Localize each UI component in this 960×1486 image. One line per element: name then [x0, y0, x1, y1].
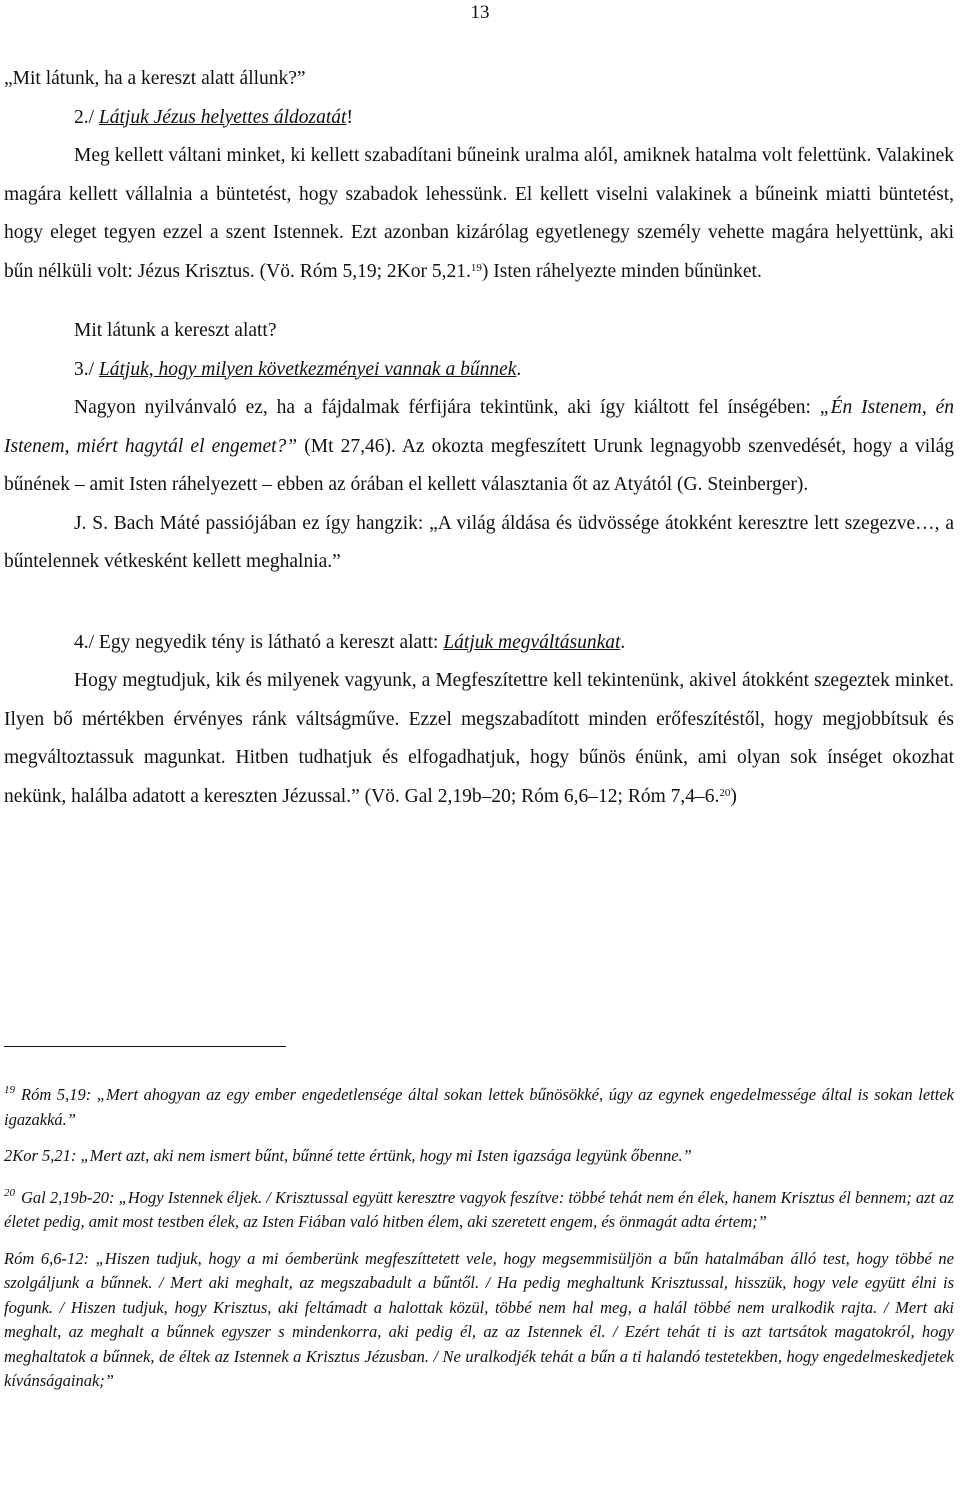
section-4-end: . — [620, 631, 626, 653]
footnote-19-mark: 19 — [4, 1084, 15, 1096]
section-4-heading — [4, 624, 954, 663]
paragraph-consequences-intro: Nagyon nyilvánvaló ez, ha a fájdalmak férfijára tekintünk, aki így kiáltott fel ínségében: — [74, 397, 820, 418]
question-heading-2: Mit látunk a kereszt alatt? — [74, 320, 277, 341]
page-number: 13 — [470, 2, 490, 23]
section-2-number: 2./ — [74, 106, 99, 128]
footnote-19-continued: 2Kor 5,21: „Mert azt, aki nem ismert bűnt, bűnné tette értünk, hogy mi Isten igazsága legyünk őbenne.” — [4, 1146, 692, 1165]
section-3-title: Látjuk, hogy milyen következményei vannak a bűnnek — [98, 358, 517, 380]
section-2-heading — [4, 99, 954, 138]
paragraph-consequences-rest: (Mt 27,46). Az okozta megfeszített Urunk legnagyobb szenvedését, hogy a világ bűnének – amit Isten ráhelyezett – ebben az órában el kellett választania őt az Atyától (G. Steinberger). — [4, 435, 954, 495]
section-3-end: . — [516, 358, 522, 380]
section-2-title: Látjuk Jézus helyettes áldozatát — [98, 106, 347, 128]
footnote-19-text: Róm 5,19: „Mert ahogyan az egy ember engedetlensége által sokan lettek bűnösökké, úgy az egynek engedelmessége által is sokan lettek igazakká.” — [4, 1085, 954, 1129]
footnote-separator — [4, 1046, 286, 1047]
paragraph-consequences — [4, 389, 954, 505]
quote-my-god: „Én Istenem, én Istenem, miért hagytál el engemet?” — [4, 397, 954, 457]
paragraph-redemption-text: Hogy megtudjuk, kik és milyenek vagyunk, a Megfeszítettre kell tekintenünk, akivel átokként szegeztek minket. Ilyen bő mértékben érvényes ránk váltságműve. Ezzel megszabadított minden erőfeszítéstől, hogy megjobbítsuk és megváltoztassuk magunkat. Hitben tudhatjuk és elfogadhatjuk, hogy bűnös énünk, ami olyan sok ínséget okozhat nekünk, halálba adatott a kereszten Jézussal.” (Vö. Gal 2,19b–20; Róm 6,6–12; Róm 7,4–6. — [4, 670, 954, 807]
body-text — [4, 60, 954, 816]
paragraph-bach: J. S. Bach Máté passiójában ez így hangzik: „A világ áldása és üdvössége átokként keresztre lett szegezve…, a bűntelennek vétkesként kellett meghalnia.” — [4, 512, 954, 572]
section-4-intro: 4./ Egy negyedik tény is látható a kereszt alatt: — [74, 631, 444, 653]
paragraph-substitution-end: ) Isten ráhelyezte minden bűnünket. — [481, 260, 762, 282]
paragraph-substitution — [4, 137, 954, 291]
section-3-number: 3./ — [74, 358, 99, 380]
footnote-ref-20[interactable]: 20 — [719, 786, 731, 799]
paragraph-redemption — [4, 662, 954, 816]
section-2-end: ! — [346, 106, 353, 128]
paragraph-substitution-text: Meg kellett váltani minket, ki kellett szabadítani bűneink uralma alól, amiknek hatalma volt felettünk. Valakinek magára kellett vállalnia a büntetést, hogy szabadok lehessünk. El kellett viselni valakinek a bűneink miatti büntetést, hogy eleget tegyen ezzel a szent Istennek. Ezt azonban kizárólag egyetlenegy személy vehette magára helyettünk, aki bűn nélküli volt: Jézus Krisztus. (Vö. Róm 5,19; 2Kor 5,21. — [4, 145, 954, 282]
footnote-20 — [4, 1181, 954, 1235]
question-heading-1: „Mit látunk, ha a kereszt alatt állunk?” — [4, 68, 306, 89]
footnote-19 — [4, 1078, 954, 1132]
footnote-20-text: Gal 2,19b-20: „Hogy Istennek éljek. / Krisztussal együtt keresztre vagyok feszítve: többé tehát nem én élek, hanem Krisztus él bennem; azt az életet pedig, amit most testben élek, az Isten Fiában való hitben élem, aki szeretett engem, és önmagát adta értem;” — [4, 1187, 954, 1231]
section-3-heading — [4, 351, 954, 390]
footnote-ref-19[interactable]: 19 — [470, 261, 482, 274]
paragraph-redemption-end: ) — [730, 785, 737, 807]
footnotes — [4, 1078, 954, 1394]
section-4-title: Látjuk megváltásunkat — [443, 631, 621, 653]
footnote-20-continued: Róm 6,6-12: „Hiszen tudjuk, hogy a mi óemberünk megfeszíttetett vele, hogy megsemmisüljön a bűn hatalmában álló test, hogy többé ne szolgáljunk a bűnnek. / Mert aki meghalt, az megszabadult a bűntől. / Ha pedig meghaltunk Krisztussal, hisszük, hogy vele együtt élni is fogunk. / Hiszen tudjuk, hogy Krisztus, aki feltámadt a halottak közül, többé nem hal meg, a halál többé nem uralkodik rajta. / Mert aki meghalt, az meghalt a bűnnek egyszer s mindenkorra, aki pedig él, az az Istennek él. / Ezért tehát ti is azt tartsátok magatokról, hogy meghaltatok a bűnnek, de éltek az Istennek a Krisztus Jézusban. / Ne uralkodjék tehát a bűn a ti halandó testetekben, hogy engedelmeskedjetek kívánságainak;” — [4, 1248, 954, 1390]
footnote-20-mark: 20 — [4, 1186, 15, 1199]
